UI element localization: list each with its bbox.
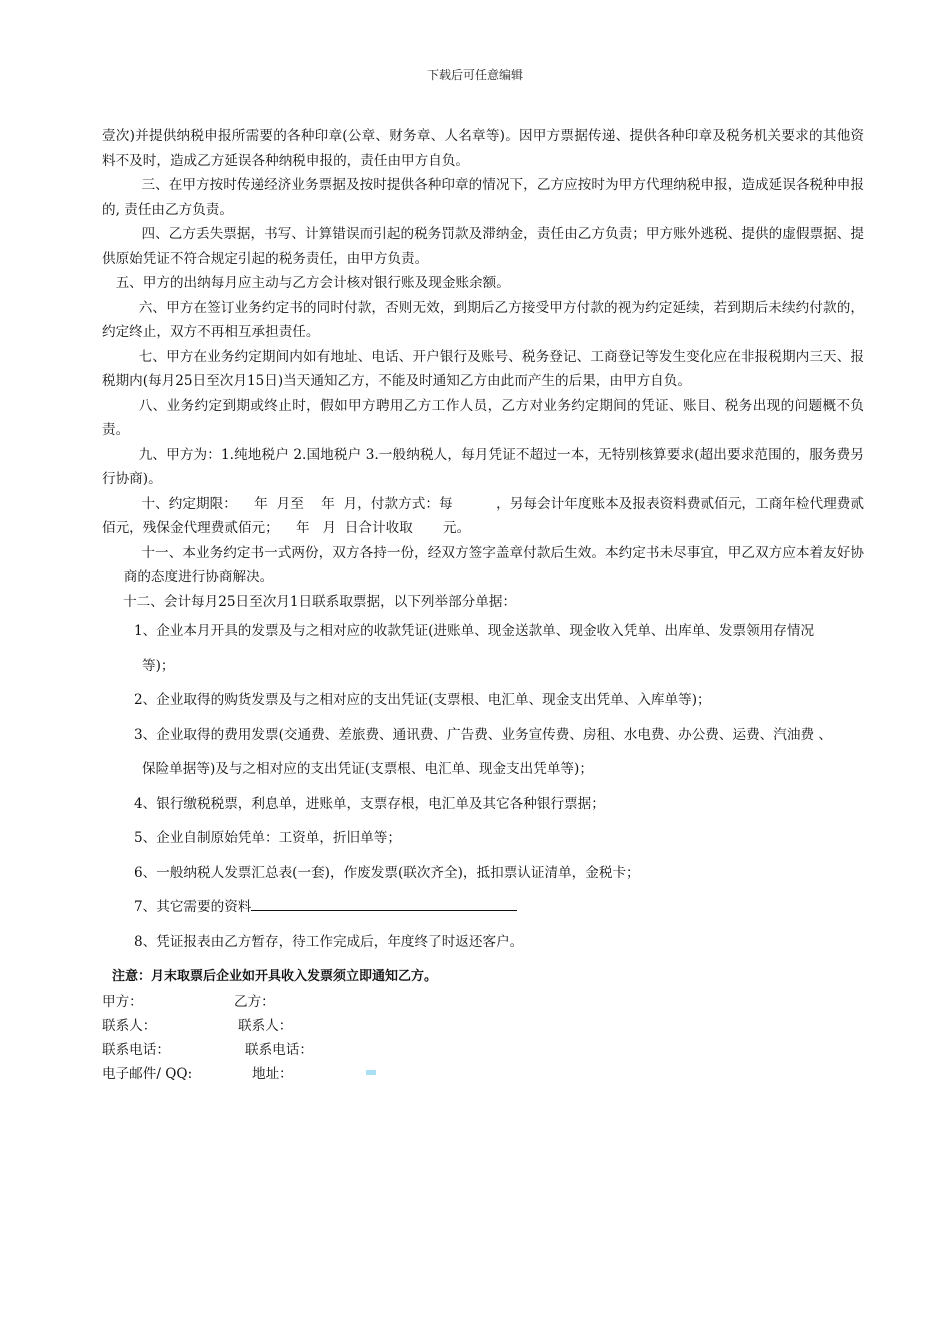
signature-row-contact bbox=[102, 1014, 864, 1038]
list-item-5: 5、企业自制原始凭单：工资单，折旧单等； bbox=[134, 830, 401, 846]
party-a-label: 甲方： bbox=[102, 993, 143, 1010]
contract-body bbox=[102, 124, 864, 1086]
list-item-8: 8、凭证报表由乙方暂存，待工作完成后，年度终了时返还客户。 bbox=[134, 933, 524, 950]
phone-b-label: 联系电话： bbox=[245, 1041, 313, 1058]
paragraph-4: 四、乙方丢失票据，书写、计算错误而引起的税务罚款及滞纳金，责任由乙方负责；甲方账外逃税、提供的虚假票据、提供原始凭证不符合规定引起的税务责任，由甲方负责。 bbox=[102, 226, 864, 267]
signature-row-email bbox=[102, 1062, 864, 1086]
fill-in-blank-line bbox=[251, 896, 517, 911]
page-header: 下载后可任意编辑 bbox=[426, 68, 523, 82]
paragraph-12: 十二、会计每月25日至次月1日联系取票据，以下列举部分单据： bbox=[123, 593, 517, 610]
address-b-label: 地址： bbox=[252, 1065, 293, 1082]
paragraph-3: 三、在甲方按时传递经济业务票据及按时提供各种印章的情况下，乙方应按时为甲方代理纳税申报，造成延误各税种申报的, 责任由乙方负责。 bbox=[102, 177, 864, 218]
paragraph-2-continued: 壹次)并提供纳税申报所需要的各种印章(公章、财务章、人名章等)。因甲方票据传递、提供各种印章及税务机关要求的其他资料不及时，造成乙方延误各种纳税申报的，责任由甲方自负。 bbox=[102, 128, 864, 169]
list-item-1: 1、企业本月开具的发票及与之相对应的收款凭证(进账单、现金送款单、现金收入凭单、出库单、发票领用存情况 bbox=[134, 623, 815, 639]
paragraph-6: 六、甲方在签订业务约定书的同时付款，否则无效，到期后乙方接受甲方付款的视为约定延续，若到期后未续约付款的，约定终止，双方不再相互承担责任。 bbox=[102, 299, 864, 340]
list-item-2: 2、企业取得的购货发票及与之相对应的支出凭证(支票根、电汇单、现金支出凭单、入库单等)； bbox=[134, 692, 711, 708]
phone-a-label: 联系电话： bbox=[102, 1041, 170, 1058]
paragraph-7: 七、甲方在业务约定期间内如有地址、电话、开户银行及账号、税务登记、工商登记等发生变化应在非报税期内三天、报税期内(每月25日至次月15日)当天通知乙方，不能及时通知乙方由此而产生的后果，由甲方自负。 bbox=[102, 348, 864, 389]
paragraph-9: 九、甲方为：1.纯地税户 2.国地税户 3.一般纳税人，每月凭证不超过一本，无特别核算要求(超出要求范围的，服务费另行协商)。 bbox=[102, 446, 864, 487]
signature-row-phone bbox=[102, 1038, 864, 1062]
paragraph-8: 八、业务约定到期或终止时，假如甲方聘用乙方工作人员，乙方对业务约定期间的凭证、账目、税务出现的问题概不负责。 bbox=[102, 397, 864, 438]
list-item-3-continued: 保险单据等)及与之相对应的支出凭证(支票根、电汇单、现金支出凭单等)； bbox=[142, 761, 593, 777]
list-item-4: 4、银行缴税税票，利息单，进账单，支票存根，电汇单及其它各种银行票据； bbox=[134, 795, 605, 812]
paragraph-5: 五、甲方的出纳每月应主动与乙方会计核对银行账及现金账余额。 bbox=[115, 275, 510, 291]
list-item-3: 3、企业取得的费用发票(交通费、差旅费、通讯费、广告费、业务宣传费、房租、水电费、办公费、运费、汽油费 、 bbox=[134, 726, 832, 743]
list-item-7 bbox=[102, 890, 864, 925]
list-item-6: 6、一般纳税人发票汇总表(一套)，作废发票(联次齐全)，抵扣票认证清单，金税卡； bbox=[134, 864, 640, 881]
signature-row-party bbox=[102, 990, 864, 1014]
contact-a-label: 联系人： bbox=[102, 1017, 157, 1034]
email-a-label: 电子邮件/ QQ: bbox=[102, 1065, 193, 1082]
list-item-7-label: 7、其它需要的资料 bbox=[134, 899, 252, 915]
paragraph-10: 十、约定期限： 年 月至 年 月，付款方式：每 ，另每会计年度账本及报表资料费贰佰元，工商年检代理费贰佰元，残保金代理费贰佰元； 年 月 日合计收取 元。 bbox=[102, 495, 864, 536]
paragraph-11: 十一、本业务约定书一式两份，双方各持一份，经双方签字盖章付款后生效。本约定书未尽事宜，甲乙双方应本着友好协商的态度进行协商解决。 bbox=[123, 544, 864, 585]
party-b-label: 乙方： bbox=[234, 993, 275, 1010]
highlight-marker bbox=[366, 1070, 376, 1075]
list-item-1-continued: 等)； bbox=[142, 657, 175, 674]
contact-b-label: 联系人： bbox=[238, 1017, 293, 1034]
notice-text: 注意：月末取票后企业如开具收入发票须立即通知乙方。 bbox=[112, 969, 438, 984]
